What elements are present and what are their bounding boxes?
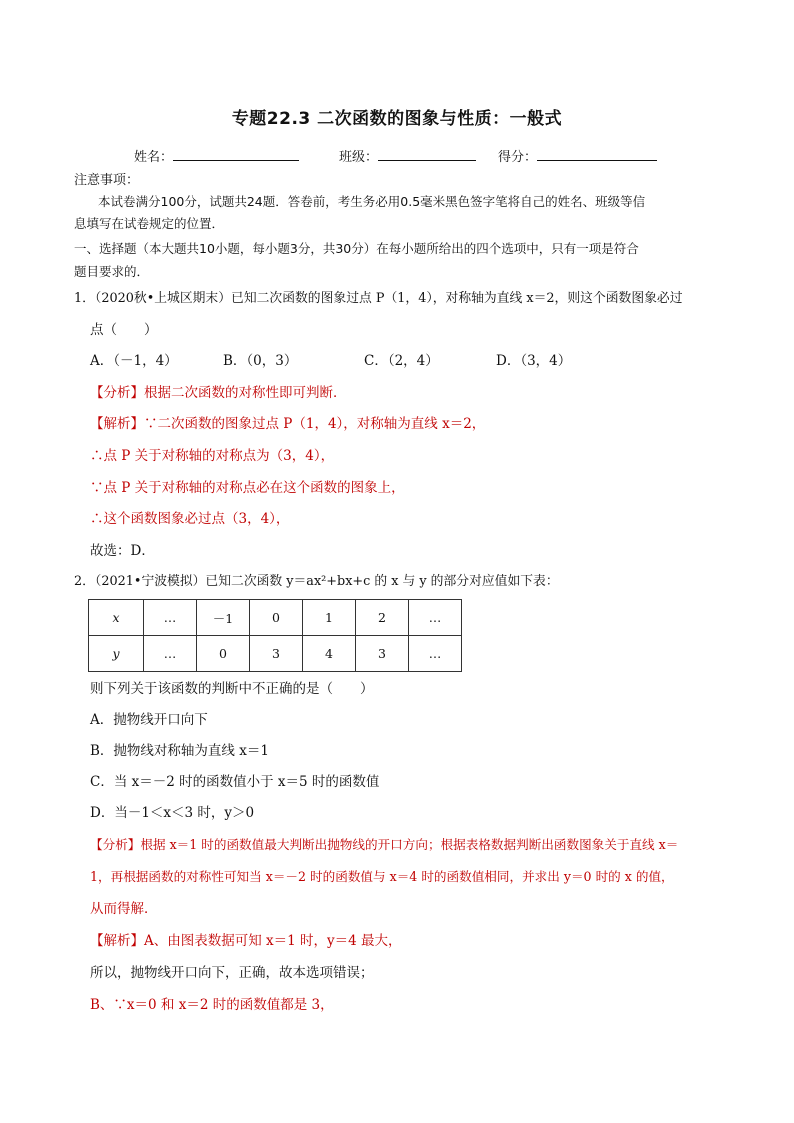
q1-stem-line-1: 1．（2020秋•上城区期末）已知二次函数的图象过点 P（1，4），对称轴为直线 x＝2，则这个函数图象必过 — [74, 291, 683, 306]
score-blank[interactable] — [537, 148, 657, 161]
q2-option-a: A．抛物线开口向下 — [90, 712, 208, 728]
table-cell: y — [89, 636, 144, 672]
q2-question: 则下列关于该函数的判断中不正确的是（ ） — [90, 681, 374, 697]
q2-solution-line-3: B、∵x＝0 和 x＝2 时的函数值都是 3， — [90, 997, 334, 1013]
score-label: 得分： — [498, 150, 538, 165]
table-cell: 3 — [356, 636, 409, 672]
table-cell: 0 — [197, 636, 250, 672]
q1-stem-line-2: 点（ ） — [90, 322, 158, 338]
table-cell: … — [409, 636, 462, 672]
q1-solution-line-3: ∵点 P 关于对称轴的对称点必在这个函数的图象上， — [90, 480, 405, 496]
table-cell: 4 — [303, 636, 356, 672]
q1-option-a: A．（－1，4） — [90, 353, 178, 369]
section-heading-line-1: 一、选择题（本大题共10小题，每小题3分，共30分）在每小题所给出的四个选项中，只有一项是符合 — [74, 241, 639, 256]
section-heading-line-2: 题目要求的． — [74, 264, 150, 279]
q2-option-d: D．当－1＜x＜3 时，y＞0 — [90, 805, 255, 821]
table-row — [89, 600, 462, 636]
notice-line-1: 本试卷满分100分，试题共24题．答卷前，考生务必用0.5毫米黑色签字笔将自己的姓名、班级等信 — [98, 194, 646, 209]
q2-stem: 2．（2021•宁波模拟）已知二次函数 y＝ax²+bx+c 的 x 与 y 的部分对应值如下表： — [74, 574, 559, 589]
name-blank[interactable] — [173, 148, 299, 161]
table-cell: … — [144, 636, 197, 672]
q1-analysis: 【分析】根据二次函数的对称性即可判断． — [90, 385, 347, 401]
q1-solution-line-1: 【解析】∵二次函数的图象过点 P（1，4），对称轴为直线 x＝2， — [90, 416, 486, 432]
q2-solution-line-2: 所以，抛物线开口向下，正确，故本选项错误； — [90, 965, 374, 981]
q2-option-b: B．抛物线对称轴为直线 x＝1 — [90, 743, 269, 759]
q1-option-c: C．（2，4） — [364, 353, 439, 369]
name-label: 姓名： — [134, 150, 174, 165]
page-title: 专题22.3 二次函数的图象与性质：一般式 — [231, 109, 563, 129]
class-label: 班级： — [339, 150, 379, 165]
score-field[interactable] — [498, 146, 657, 165]
class-blank[interactable] — [378, 148, 476, 161]
table-row — [89, 636, 462, 672]
q1-solution-line-2: ∴点 P 关于对称轴的对称点为（3，4）， — [90, 448, 335, 464]
q2-analysis-line-1: 【分析】根据 x＝1 时的函数值最大判断出抛物线的开口方向；根据表格数据判断出函数图象关于直线 x＝ — [90, 837, 679, 852]
notice-line-2: 息填写在试卷规定的位置． — [74, 216, 225, 231]
q1-option-d: D．（3，4） — [496, 353, 572, 369]
q2-solution-line-1: 【解析】A、由图表数据可知 x＝1 时，y＝4 最大， — [90, 933, 402, 949]
notice-heading: 注意事项： — [74, 173, 140, 188]
q1-solution-line-4: ∴这个函数图象必过点（3，4）， — [90, 511, 290, 527]
table-cell: －1 — [197, 600, 250, 636]
value-table — [88, 599, 462, 672]
class-field[interactable] — [339, 146, 476, 165]
q2-analysis-line-3: 从而得解． — [90, 901, 158, 917]
name-field[interactable] — [134, 146, 299, 165]
table-cell: 1 — [303, 600, 356, 636]
q2-analysis-line-2: 1，再根据函数的对称性可知当 x＝－2 时的函数值与 x＝4 时的函数值相同，并求出 y＝0 时的 x 的值， — [90, 869, 674, 884]
q2-option-c: C．当 x＝－2 时的函数值小于 x＝5 时的函数值 — [90, 774, 380, 790]
table-cell: 3 — [250, 636, 303, 672]
q1-answer: 故选：D． — [90, 543, 155, 559]
table-cell: x — [89, 600, 144, 636]
q1-option-b: B．（0，3） — [223, 353, 298, 369]
table-cell: … — [409, 600, 462, 636]
table-cell: … — [144, 600, 197, 636]
table-cell: 2 — [356, 600, 409, 636]
table-cell: 0 — [250, 600, 303, 636]
